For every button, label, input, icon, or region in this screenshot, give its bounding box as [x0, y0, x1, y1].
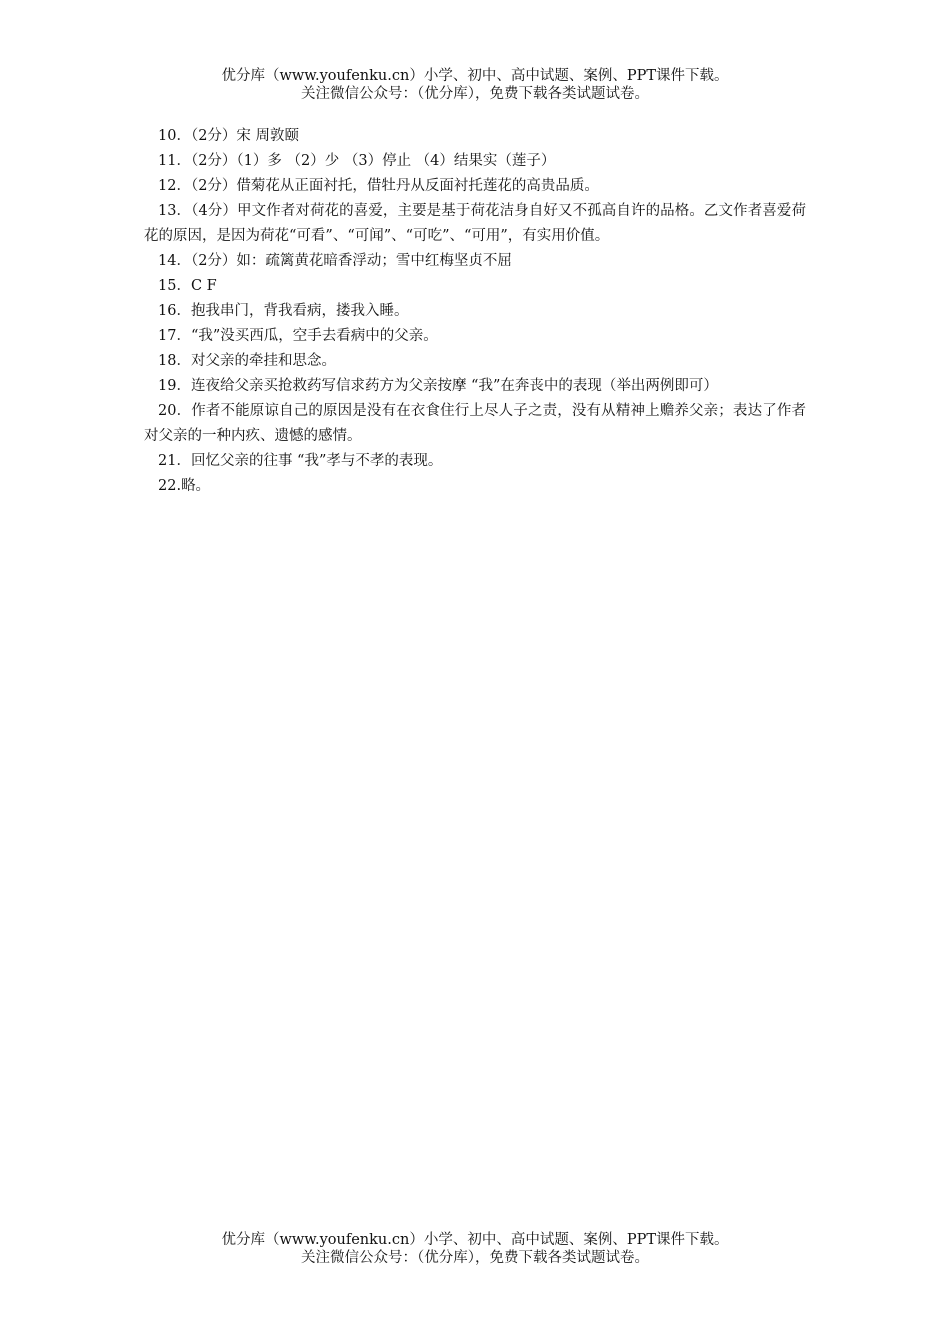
answer-text: C F: [190, 278, 217, 294]
answer-number: 18．: [158, 353, 191, 369]
answer-number: 20．: [158, 403, 192, 419]
page-header: [0, 67, 950, 103]
answer-21: [144, 449, 806, 474]
answer-17: [144, 324, 806, 349]
answer-12: [144, 174, 806, 199]
answer-18: [144, 349, 806, 374]
answer-number: 19．: [158, 378, 191, 394]
answer-15: [144, 274, 806, 299]
answer-text: （2分）宋 周敦颐: [190, 128, 300, 144]
answer-13: [144, 199, 806, 249]
answer-text: “我”没买西瓜，空手去看病中的父亲。: [190, 328, 438, 344]
answer-text: （4分）甲文作者对荷花的喜爱，主要是基于荷花洁身自好又不孤高自许的品格。乙文作者喜爱荷花的原因，是因为荷花“可看”、“可闻”、“可吃”、“可用”，有实用价值。: [144, 203, 806, 244]
answer-number: 14．: [158, 253, 191, 269]
answer-text: 回忆父亲的往事 “我”孝与不孝的表现。: [190, 453, 443, 469]
answer-number: 16．: [158, 303, 191, 319]
answer-number: 15．: [158, 278, 191, 294]
answer-text: 略。: [181, 478, 211, 494]
answer-14: [144, 249, 806, 274]
answer-number: 13．: [158, 203, 192, 219]
page-footer: [0, 1231, 950, 1267]
answer-11: [144, 149, 806, 174]
answer-text: 抱我串门，背我看病，搂我入睡。: [190, 303, 409, 319]
answer-number: 10．: [158, 128, 191, 144]
answer-text: 连夜给父亲买抢救药写信求药方为父亲按摩 “我”在奔丧中的表现（举出两例即可）: [190, 378, 718, 394]
answer-number: 12．: [158, 178, 191, 194]
answer-text: 作者不能原谅自己的原因是没有在衣食住行上尽人子之责，没有从精神上赡养父亲；表达了作者对父亲的一种内疚、遗憾的感情。: [144, 403, 806, 444]
answer-16: [144, 299, 806, 324]
answer-text: （2分）（1）多 （2）少 （3）停止 （4）结果实（莲子）: [190, 153, 556, 169]
answer-number: 17．: [158, 328, 191, 344]
header-line-1: 优分库（www.youfenku.cn）小学、初中、高中试题、案例、PPT课件下载。: [221, 68, 729, 84]
answer-22: [144, 474, 806, 499]
answer-text: 对父亲的牵挂和思念。: [190, 353, 336, 369]
footer-line-2: 关注微信公众号：（优分库），免费下载各类试题试卷。: [301, 1250, 649, 1266]
footer-line-1: 优分库（www.youfenku.cn）小学、初中、高中试题、案例、PPT课件下载。: [221, 1232, 729, 1248]
answer-text: （2分）借菊花从正面衬托，借牡丹从反面衬托莲花的高贵品质。: [190, 178, 599, 194]
answer-number: 21．: [158, 453, 191, 469]
answer-list: [144, 124, 806, 499]
header-line-2: 关注微信公众号：（优分库），免费下载各类试题试卷。: [301, 86, 649, 102]
answer-number: 22.: [158, 478, 182, 494]
answer-text: （2分）如：疏篱黄花暗香浮动；雪中红梅坚贞不屈: [190, 253, 512, 269]
answer-number: 11．: [158, 153, 191, 169]
answer-20: [144, 399, 806, 449]
answer-10: [144, 124, 806, 149]
answer-19: [144, 374, 806, 399]
